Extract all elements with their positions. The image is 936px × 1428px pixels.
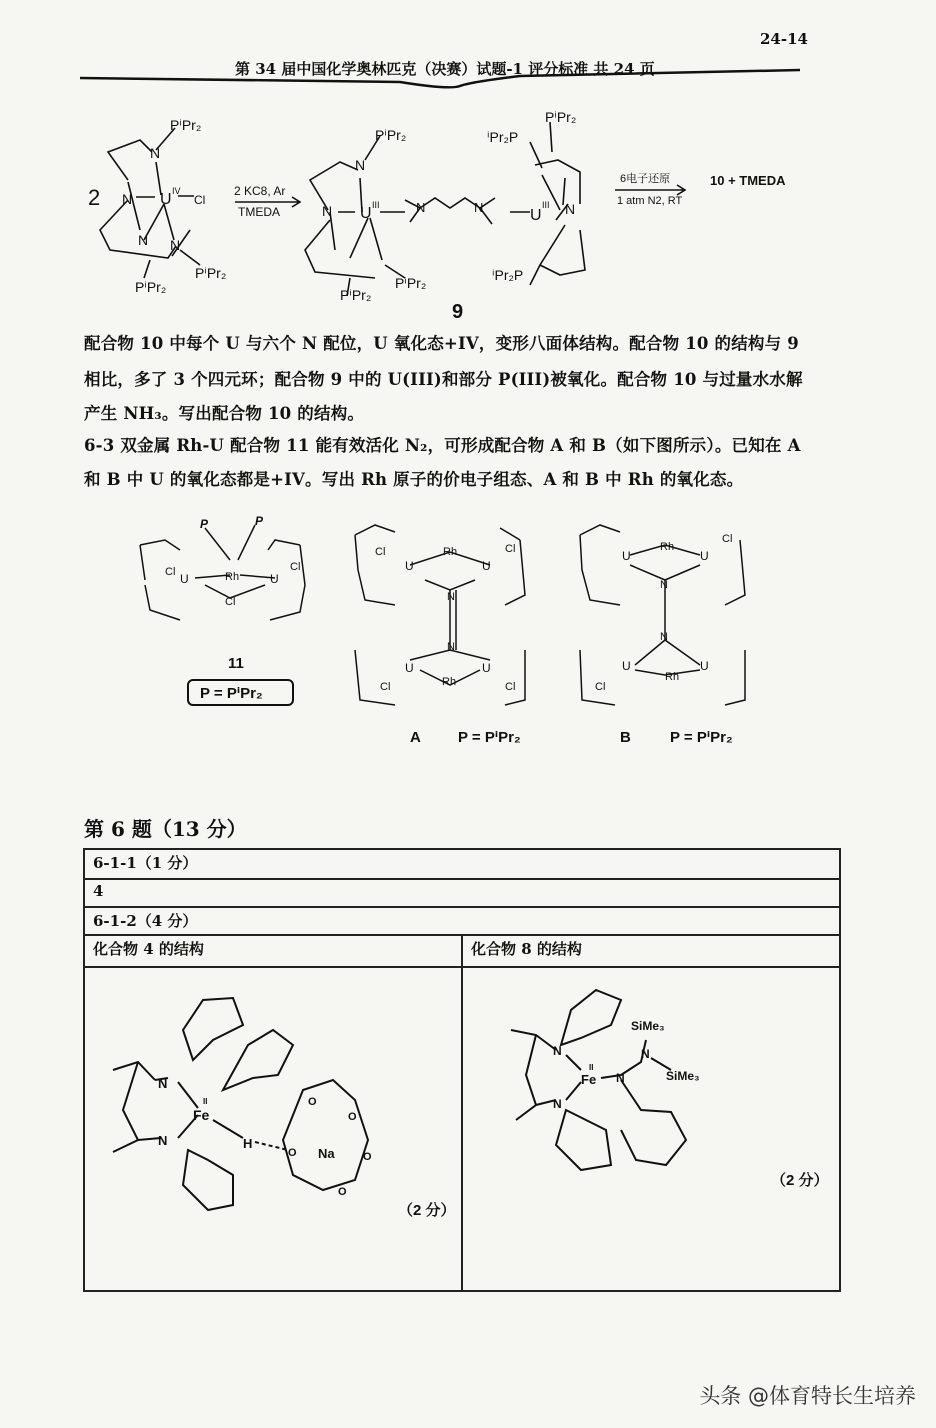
atom-U: U <box>160 191 172 208</box>
atom-N: N <box>660 579 668 591</box>
product: 10 + TMEDA <box>710 173 786 188</box>
oxidation-state: II <box>203 1097 208 1106</box>
step2-conditions-top: 6电子还原 <box>620 173 671 185</box>
atom-H: H <box>243 1136 253 1151</box>
page-number: 24-14 <box>760 30 808 48</box>
atom-Rh: Rh <box>665 671 680 683</box>
ligand-iPr2P: ⁱPr₂P <box>487 129 519 145</box>
compound-11-label: 11 <box>228 655 244 672</box>
compound-4-score: （2 分） <box>398 1202 453 1219</box>
compound-8-score: （2 分） <box>771 1172 829 1189</box>
atom-P: P <box>255 514 264 528</box>
atom-Cl: Cl <box>722 533 733 545</box>
group-SiMe3: SiMe₃ <box>666 1069 700 1083</box>
atom-Fe: Fe <box>581 1072 597 1087</box>
atom-Rh: Rh <box>660 541 675 553</box>
atom-U: U <box>482 661 491 675</box>
watermark: 头条 @体育特长生培养 <box>699 1384 916 1408</box>
oxidation-state: II <box>589 1063 594 1072</box>
atom-Cl: Cl <box>595 681 606 693</box>
ligand-PiPr2: PⁱPr₂ <box>395 275 427 291</box>
atom-U: U <box>700 549 709 563</box>
atom-Cl: Cl <box>165 566 176 578</box>
atom-O: O <box>348 1111 357 1123</box>
atom-O: O <box>338 1186 347 1198</box>
atom-Na: Na <box>318 1146 335 1161</box>
atom-N: N <box>474 200 484 215</box>
step2-conditions-bottom: 1 atm N2, RT <box>617 195 683 207</box>
p-definition: P = PⁱPr₂ <box>458 729 521 746</box>
atom-Cl: Cl <box>505 681 516 693</box>
atom-N: N <box>641 1047 650 1061</box>
atom-Cl: Cl <box>225 596 236 608</box>
compound-8-structure-cell <box>462 967 840 1291</box>
atom-N: N <box>122 191 133 207</box>
p-definition: P = PⁱPr₂ <box>200 685 263 702</box>
atom-U: U <box>180 572 189 586</box>
ligand-PiPr2: PⁱPr₂ <box>170 117 202 133</box>
atom-U: U <box>622 659 631 673</box>
atom-N: N <box>416 200 426 215</box>
compound-A-label: A <box>410 729 421 746</box>
oxidation-state: III <box>372 200 380 210</box>
atom-Cl: Cl <box>194 193 206 207</box>
atom-N: N <box>660 631 668 643</box>
compound-B-label: B <box>620 729 631 746</box>
atom-U: U <box>405 559 414 573</box>
reagent-top: 2 KC8, Ar <box>234 184 286 198</box>
atom-U: U <box>530 207 542 224</box>
atom-U: U <box>405 661 414 675</box>
atom-U: U <box>622 549 631 563</box>
atom-O: O <box>363 1151 372 1163</box>
group-SiMe3: SiMe₃ <box>631 1019 665 1033</box>
rh-u-complex-figures <box>120 500 780 760</box>
header-title: 第 34 届中国化学奥林匹克（决赛）试题-1 评分标准 共 24 页 <box>235 60 655 78</box>
atom-Cl: Cl <box>380 681 391 693</box>
compound-8-structure <box>471 970 831 1280</box>
compound-9-label: 9 <box>452 301 464 323</box>
atom-P: P <box>200 517 209 531</box>
atom-U: U <box>270 572 279 586</box>
atom-N: N <box>138 232 149 248</box>
atom-U: U <box>360 205 372 222</box>
compound-4-header: 化合物 4 的结构 <box>84 935 462 967</box>
atom-Rh: Rh <box>225 571 240 583</box>
question-line: 和 B 中 U 的氧化态都是+IV。写出 Rh 原子的价电子组态、A 和 B 中 Rh 的氧化态。 <box>84 470 744 489</box>
question-6-3: 6-3 双金属 Rh-U 配合物 11 能有效活化 N₂，可形成配合物 A 和 B（如下图所示）。已知在 A <box>84 436 801 455</box>
oxidation-state: III <box>542 200 550 210</box>
atom-Rh: Rh <box>442 676 457 688</box>
atom-O: O <box>308 1096 317 1108</box>
atom-Cl: Cl <box>290 561 301 573</box>
atom-U: U <box>700 659 709 673</box>
section-title: 第 6 题（13 分） <box>84 817 247 841</box>
atom-N: N <box>553 1044 562 1058</box>
ligand-PiPr2: PⁱPr₂ <box>375 127 407 143</box>
atom-N: N <box>158 1076 168 1091</box>
atom-N: N <box>150 145 161 161</box>
question-line: 产生 NH₃。写出配合物 10 的结构。 <box>84 404 365 423</box>
atom-Cl: Cl <box>505 543 516 555</box>
atom-N: N <box>565 201 576 217</box>
atom-N: N <box>553 1097 562 1111</box>
ligand-PiPr2: PⁱPr₂ <box>340 287 372 303</box>
atom-O: O <box>288 1147 297 1159</box>
atom-U: U <box>482 559 491 573</box>
q612-label: 6-1-2（4 分） <box>84 907 840 935</box>
header-divider <box>70 64 810 94</box>
atom-N: N <box>447 591 455 603</box>
atom-N: N <box>170 237 181 253</box>
atom-N: N <box>355 157 366 173</box>
reaction-scheme <box>60 100 840 330</box>
ligand-PiPr2: PⁱPr₂ <box>135 279 167 295</box>
atom-Cl: Cl <box>375 546 386 558</box>
compound-8-header: 化合物 8 的结构 <box>462 935 840 967</box>
atom-Fe: Fe <box>193 1107 210 1123</box>
atom-N: N <box>616 1071 625 1085</box>
ligand-iPr2P: ⁱPr₂P <box>492 267 524 283</box>
compound-4-structure <box>93 970 453 1280</box>
atom-N: N <box>158 1133 168 1148</box>
reagent-bottom: TMEDA <box>238 205 280 219</box>
coefficient: 2 <box>88 185 101 210</box>
compound-4-structure-cell <box>84 967 462 1291</box>
ligand-PiPr2: PⁱPr₂ <box>195 265 227 281</box>
p-definition: P = PⁱPr₂ <box>670 729 733 746</box>
question-line: 相比，多了 3 个四元环；配合物 9 中的 U(III)和部分 P(III)被氧化。配合物 10 与过量水水解 <box>84 370 803 389</box>
question-line: 配合物 10 中每个 U 与六个 N 配位，U 氧化态+IV，变形八面体结构。配合物 10 的结构与 9 <box>84 334 799 353</box>
answer-table <box>83 848 841 1292</box>
atom-N: N <box>322 203 333 219</box>
q611-answer: 4 <box>84 879 840 907</box>
atom-Rh: Rh <box>443 546 458 558</box>
oxidation-state: IV <box>172 186 181 196</box>
ligand-PiPr2: PⁱPr₂ <box>545 109 577 125</box>
q611-label: 6-1-1（1 分） <box>84 849 840 879</box>
atom-N: N <box>447 641 455 653</box>
